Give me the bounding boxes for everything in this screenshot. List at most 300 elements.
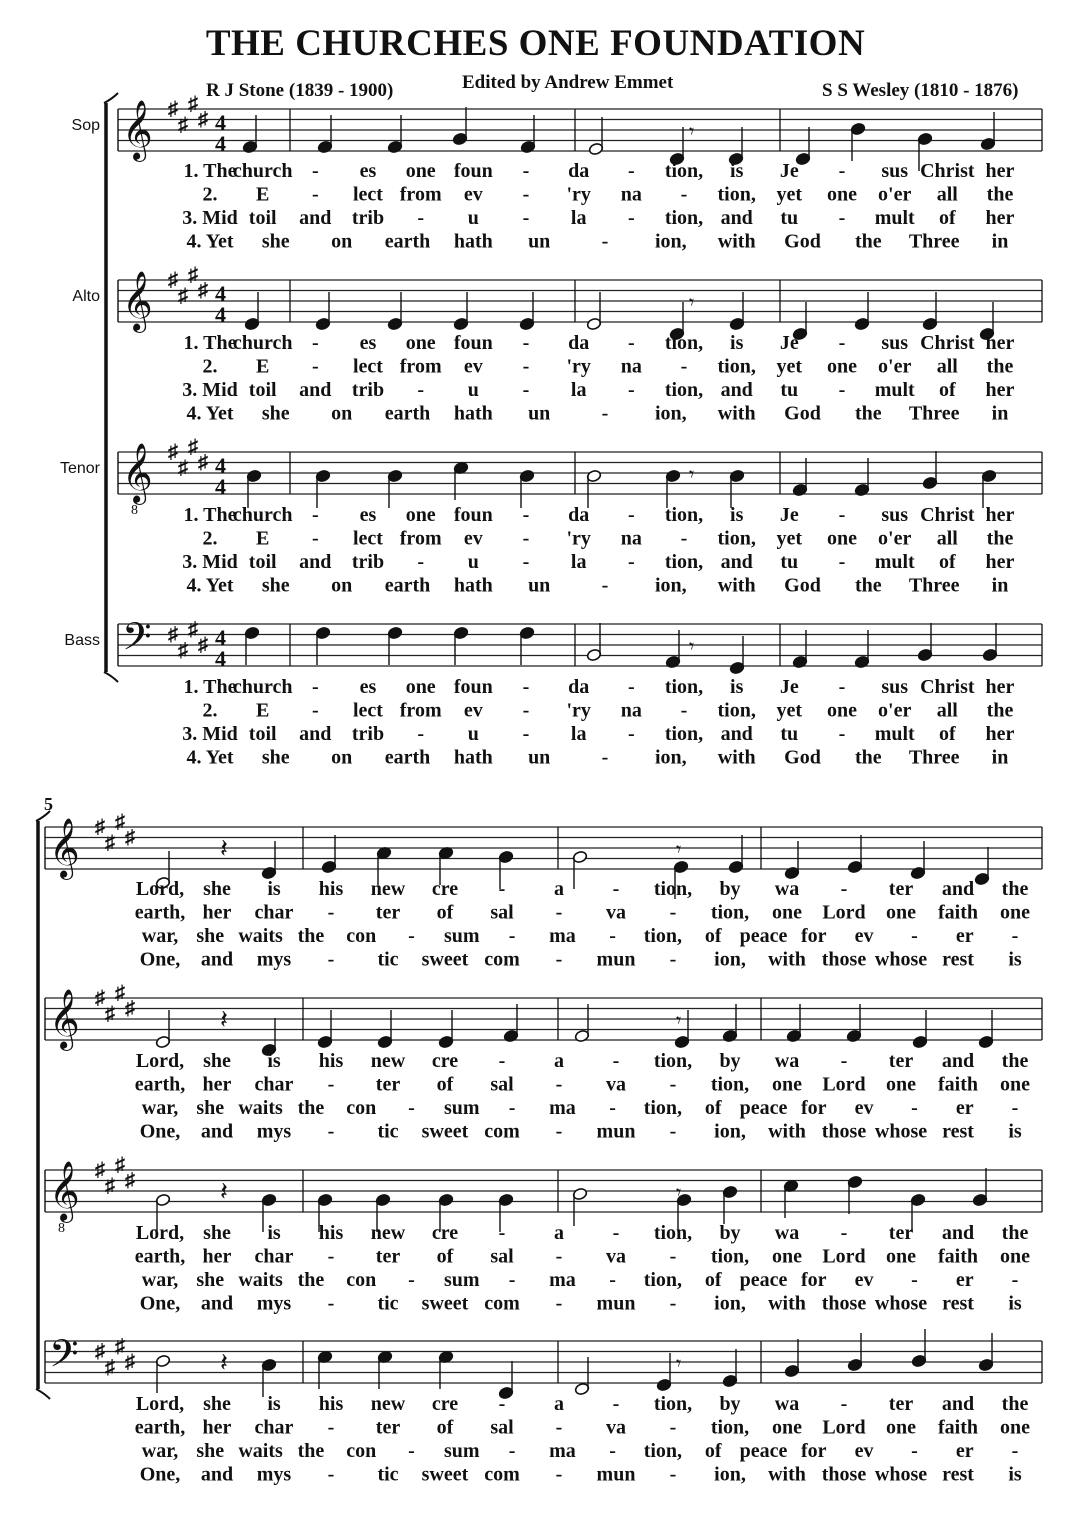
lyric-syllable: tic — [377, 1120, 399, 1143]
lyric-syllable: u — [467, 723, 479, 745]
lyric-syllable: is — [267, 1222, 281, 1244]
time-sig-bottom: 4 — [215, 131, 226, 156]
lyric-syllable: - — [555, 1245, 563, 1268]
lyric-syllable: and — [720, 207, 753, 229]
time-sig-top: 4 — [215, 281, 226, 306]
lyric-syllable: mult — [874, 551, 915, 573]
lyric-syllable: char — [254, 901, 294, 924]
key-sharp: ♯ — [115, 1153, 125, 1176]
lyric-syllable: she — [261, 746, 290, 769]
lyric-syllable: mun — [596, 1463, 636, 1486]
lyric-syllable: - — [612, 878, 620, 900]
lyric-syllable: war, — [141, 1269, 179, 1291]
lyric-syllable: Lord — [822, 1073, 866, 1096]
lyric-syllable: one — [1000, 1245, 1030, 1268]
lyric-syllable: - — [311, 699, 319, 722]
lyric-syllable: the — [297, 1440, 325, 1462]
lyric-syllable: - — [508, 1269, 516, 1291]
lyric-syllable: all — [936, 699, 958, 722]
lyric-syllable: ion, — [654, 402, 687, 425]
eighth-rest: 𝄾 — [676, 1182, 682, 1204]
key-sharp: ♯ — [95, 1159, 105, 1181]
lyric-syllable: - — [555, 1073, 563, 1096]
lyric-syllable: ev — [463, 527, 483, 550]
lyric-syllable: - — [311, 332, 319, 354]
lyric-syllable: tion, — [643, 1440, 683, 1462]
lyric-syllable: ev — [463, 699, 483, 722]
lyric-syllable: one — [886, 901, 916, 924]
lyric-syllable: those — [821, 1463, 867, 1486]
lyric-syllable: her — [985, 551, 1015, 573]
lyric-syllable: - — [508, 1097, 516, 1119]
lyric-syllable: all — [936, 355, 958, 378]
lyric-syllable: a — [554, 1222, 564, 1244]
lyric-syllable: one — [772, 1245, 802, 1268]
lyric-syllable: and — [941, 878, 975, 900]
lyric-syllable: tion, — [710, 1416, 750, 1439]
lyric-syllable: na — [620, 527, 642, 550]
lyric-syllable: the — [297, 1097, 325, 1119]
lyric-syllable: sal — [490, 1416, 514, 1439]
lyric-syllable: those — [821, 948, 867, 971]
lyric-syllable: - — [601, 402, 609, 425]
lyric-syllable: - — [838, 332, 846, 354]
lyric-syllable: the — [986, 527, 1014, 550]
lyric-syllable: in — [991, 402, 1009, 425]
lyric-syllable: sweet — [421, 948, 469, 971]
lyric-syllable: sus — [881, 332, 909, 354]
lyric-syllable: of — [938, 379, 956, 401]
lyric-syllable: ev — [463, 183, 483, 206]
lyric-syllable: the — [986, 355, 1014, 378]
lyric-syllable: la — [570, 723, 587, 745]
lyric-syllable: is — [267, 878, 281, 900]
lyric-syllable: of — [704, 1440, 722, 1462]
lyric-syllable: tu — [780, 379, 799, 401]
lyric-syllable: toil — [248, 379, 277, 401]
lyric-syllable: church — [232, 160, 293, 182]
lyric-syllable: of — [938, 551, 956, 573]
lyric-syllable: whose — [874, 948, 928, 971]
lyric-syllable: earth — [384, 574, 431, 597]
lyric-syllable: One, — [139, 948, 181, 971]
lyric-syllable: is — [730, 332, 744, 354]
key-sharp: ♯ — [115, 810, 125, 833]
lyric-syllable: she — [203, 1393, 231, 1415]
lyric-syllable: all — [936, 183, 958, 206]
lyric-syllable: one — [1000, 1416, 1030, 1439]
lyric-syllable: - — [327, 1463, 335, 1486]
lyric-syllable: one — [827, 527, 857, 550]
lyric-syllable: - — [627, 551, 635, 573]
lyric-syllable: earth — [384, 402, 431, 425]
lyric-syllable: one — [886, 1245, 916, 1268]
lyric-syllable: one — [405, 332, 436, 354]
lyric-syllable: tion, — [710, 901, 750, 924]
lyric-syllable: mys — [256, 1463, 292, 1486]
lyric-syllable: - — [680, 527, 688, 550]
treble-clef: 𝄞 — [49, 820, 80, 877]
lyric-syllable: and — [720, 723, 753, 745]
lyric-syllable: Three — [908, 574, 960, 597]
lyric-syllable: u — [467, 551, 479, 573]
lyric-syllable: earth, — [134, 1416, 186, 1439]
lyric-syllable: char — [254, 1416, 294, 1439]
lyric-syllable: and — [299, 379, 332, 401]
lyric-syllable: One, — [139, 1463, 181, 1486]
key-sharp: ♯ — [188, 263, 198, 286]
bass-clef: 𝄢 — [49, 1333, 79, 1384]
lyric-syllable: 3. Mid — [182, 379, 238, 401]
lyric-syllable: - — [408, 925, 415, 947]
lyric-syllable: ion, — [714, 1463, 746, 1486]
lyric-syllable: wa — [774, 1222, 800, 1244]
lyric-syllable: by — [719, 1393, 741, 1415]
lyric-syllable: trib — [351, 207, 385, 229]
lyric-syllable: is — [1008, 1463, 1022, 1486]
lyric-syllable: la — [570, 207, 587, 229]
lyric-syllable: va — [606, 1073, 626, 1096]
lyric-syllable: la — [570, 379, 587, 401]
lyric-syllable: ion, — [654, 230, 687, 253]
lyric-syllable: wa — [774, 1050, 800, 1072]
key-sharp: ♯ — [188, 618, 198, 641]
lyric-syllable: and — [200, 948, 234, 971]
lyric-syllable: mun — [596, 948, 636, 971]
lyric-syllable: with — [717, 230, 756, 253]
lyric-syllable: tion, — [643, 1097, 683, 1119]
lyric-syllable: tion, — [643, 925, 683, 947]
lyric-syllable: - — [680, 183, 688, 206]
lyric-syllable: con — [346, 1097, 377, 1119]
lyric-syllable: from — [399, 183, 442, 206]
lyric-syllable: peace — [739, 1097, 788, 1119]
lyric-syllable: - — [555, 901, 563, 924]
lyric-syllable: the — [854, 746, 882, 769]
treble-clef: 𝄞 — [49, 991, 80, 1048]
lyric-syllable: o'er — [878, 355, 912, 378]
part-label-tenor: Tenor — [59, 460, 100, 477]
lyric-syllable: - — [838, 504, 846, 526]
key-sharp: ♯ — [125, 997, 135, 1020]
lyric-syllable: with — [768, 948, 806, 971]
lyric-syllable: and — [200, 1120, 234, 1143]
lyric-syllable: One, — [139, 1120, 181, 1143]
lyric-syllable: 'ry — [566, 183, 591, 206]
lyric-syllable: - — [840, 1222, 848, 1244]
lyric-syllable: her — [985, 379, 1015, 401]
lyric-syllable: and — [941, 1222, 975, 1244]
lyric-syllable: her — [985, 504, 1015, 526]
lyric-syllable: with — [768, 1120, 806, 1143]
lyric-syllable: u — [467, 207, 479, 229]
lyric-syllable: - — [840, 878, 848, 900]
lyric-syllable: 2. — [202, 183, 218, 206]
lyric-syllable: Lord, — [135, 1222, 185, 1244]
lyric-syllable: of — [704, 1097, 722, 1119]
lyric-syllable: the — [986, 183, 1014, 206]
lyric-syllable: those — [821, 1120, 867, 1143]
lyric-syllable: peace — [739, 1440, 788, 1462]
lyric-syllable: her — [985, 332, 1015, 354]
key-sharp: ♯ — [125, 1169, 135, 1192]
lyric-syllable: one — [1000, 901, 1030, 924]
lyric-syllable: sal — [490, 1245, 514, 1268]
lyric-syllable: na — [620, 355, 642, 378]
lyric-syllable: is — [1008, 1292, 1022, 1315]
lyric-syllable: 2. — [202, 527, 218, 550]
lyric-syllable: and — [720, 379, 753, 401]
lyric-syllable: o'er — [878, 183, 912, 206]
lyric-syllable: sum — [444, 1269, 480, 1291]
lyric-syllable: she — [196, 1440, 225, 1462]
treble-clef: 𝄞 — [49, 1163, 80, 1220]
eighth-rest: 𝄾 — [676, 1010, 682, 1032]
time-sig-top: 4 — [215, 625, 226, 650]
lyric-syllable: - — [669, 1463, 677, 1486]
lyric-syllable: she — [203, 1050, 231, 1072]
lyric-syllable: 1. The — [183, 332, 237, 354]
lyric-syllable: she — [203, 878, 231, 900]
lyric-syllable: tion, — [664, 207, 704, 229]
lyric-syllable: tion, — [643, 1269, 683, 1291]
lyric-syllable: - — [522, 699, 530, 722]
lyric-syllable: - — [327, 948, 335, 971]
lyric-syllable: and — [200, 1292, 234, 1315]
lyric-syllable: - — [669, 1416, 677, 1439]
lyric-syllable: toil — [248, 207, 277, 229]
lyric-syllable: she — [261, 574, 290, 597]
key-sharp: ♯ — [168, 441, 178, 463]
lyric-syllable: with — [717, 574, 756, 597]
lyric-syllable: the — [854, 402, 882, 425]
lyric-syllable: her — [202, 1416, 232, 1439]
lyric-syllable: un — [528, 574, 551, 597]
lyric-syllable: whose — [874, 1463, 928, 1486]
lyric-syllable: - — [911, 1269, 918, 1291]
lyric-syllable: - — [627, 723, 635, 745]
lyric-syllable: by — [719, 878, 741, 900]
lyric-syllable: o'er — [878, 527, 912, 550]
lyric-syllable: lect — [353, 699, 383, 722]
lyric-syllable: ev — [463, 355, 483, 378]
lyric-syllable: ev — [854, 925, 874, 947]
lyric-syllable: tion, — [664, 504, 704, 526]
lyric-syllable: 2. — [202, 699, 218, 722]
lyric-syllable: war, — [141, 1440, 179, 1462]
lyric-syllable: of — [436, 1416, 454, 1439]
lyric-syllable: 3. Mid — [182, 207, 238, 229]
lyric-syllable: - — [408, 1097, 415, 1119]
key-sharp: ♯ — [95, 987, 105, 1009]
bass-clef: 𝄢 — [122, 616, 152, 667]
eighth-rest: 𝄾 — [689, 121, 695, 143]
lyric-syllable: Je — [779, 160, 799, 182]
lyric-syllable: wa — [774, 878, 800, 900]
lyric-syllable: God — [784, 230, 821, 253]
lyric-syllable: - — [408, 1440, 415, 1462]
lyric-syllable: tion, — [664, 332, 704, 354]
lyric-syllable: church — [232, 676, 293, 698]
bracket-bottom-hook — [36, 1389, 50, 1399]
bracket-top-hook — [104, 93, 118, 103]
lyric-syllable: ev — [854, 1097, 874, 1119]
lyric-syllable: ion, — [654, 746, 687, 769]
lyric-syllable: - — [840, 1050, 848, 1072]
bracket-bottom-hook — [104, 672, 118, 682]
lyric-syllable: ter — [888, 1050, 914, 1072]
lyric-syllable: the — [854, 230, 882, 253]
lyric-syllable: a — [554, 1050, 564, 1072]
lyric-syllable: rest — [942, 1463, 974, 1486]
lyric-syllable: - — [669, 1245, 677, 1268]
lyric-syllable: with — [768, 1292, 806, 1315]
lyric-syllable: with — [717, 746, 756, 769]
lyric-syllable: com — [484, 1292, 520, 1315]
lyric-syllable: ma — [549, 1097, 576, 1119]
lyric-syllable: tion, — [664, 723, 704, 745]
lyric-syllable: ter — [888, 878, 914, 900]
lyric-syllable: Je — [779, 332, 799, 354]
lyric-syllable: Christ — [920, 676, 975, 698]
lyric-syllable: a — [554, 878, 564, 900]
lyric-syllable: - — [627, 676, 635, 698]
part-label-bass: Bass — [64, 632, 100, 649]
lyric-syllable: - — [522, 527, 530, 550]
key-sharp: ♯ — [105, 1356, 115, 1379]
lyric-syllable: yet — [776, 527, 803, 550]
lyric-syllable: ma — [549, 925, 576, 947]
lyric-syllable: tu — [780, 551, 799, 573]
lyric-syllable: con — [346, 1440, 377, 1462]
lyric-syllable: Lord — [822, 1245, 866, 1268]
lyric-syllable: sweet — [421, 1463, 469, 1486]
lyric-syllable: tic — [377, 1292, 399, 1315]
lyric-syllable: trib — [351, 723, 385, 745]
lyric-syllable: the — [1001, 1393, 1029, 1415]
lyric-syllable: and — [720, 551, 753, 573]
lyric-syllable: sum — [444, 1097, 480, 1119]
lyric-syllable: - — [612, 1050, 620, 1072]
lyric-syllable: her — [202, 1245, 232, 1268]
lyric-syllable: - — [601, 574, 609, 597]
lyric-syllable: lect — [353, 355, 383, 378]
lyric-syllable: - — [522, 355, 530, 378]
lyric-syllable: mys — [256, 1120, 292, 1143]
lyric-syllable: and — [200, 1463, 234, 1486]
lyric-syllable: cre — [431, 1393, 459, 1415]
lyric-syllable: - — [609, 1097, 616, 1119]
lyric-syllable: on — [331, 746, 353, 769]
lyric-syllable: da — [568, 332, 590, 354]
lyric-syllable: sum — [444, 1440, 480, 1462]
lyric-syllable: the — [297, 1269, 325, 1291]
lyric-syllable: - — [1011, 1440, 1019, 1462]
lyric-syllable: - — [417, 723, 425, 745]
lyric-syllable: by — [719, 1050, 741, 1072]
quarter-rest: 𝄽 — [220, 1348, 228, 1377]
lyric-syllable: of — [436, 1245, 454, 1268]
lyric-syllable: of — [436, 1073, 454, 1096]
lyric-syllable: sweet — [421, 1292, 469, 1315]
lyric-syllable: tion, — [710, 1073, 750, 1096]
lyric-syllable: da — [568, 160, 590, 182]
lyric-syllable: - — [417, 207, 425, 229]
lyric-syllable: - — [669, 1073, 677, 1096]
lyric-syllable: la — [570, 551, 587, 573]
lyric-syllable: new — [370, 1393, 406, 1415]
octave-eight: 8 — [131, 503, 138, 518]
lyric-syllable: - — [311, 183, 319, 206]
lyric-syllable: sum — [444, 925, 480, 947]
lyric-syllable: Lord, — [135, 878, 185, 900]
lyric-syllable: faith — [938, 901, 978, 924]
lyric-syllable: her — [985, 160, 1015, 182]
lyric-syllable: un — [528, 402, 551, 425]
lyric-syllable: 4. Yet — [186, 746, 234, 769]
lyric-syllable: un — [528, 746, 551, 769]
lyric-syllable: mys — [256, 1292, 292, 1315]
lyric-syllable: com — [484, 1463, 520, 1486]
lyric-syllable: the — [854, 574, 882, 597]
lyric-syllable: er — [955, 1097, 974, 1119]
lyric-syllable: - — [327, 901, 335, 924]
bracket-top-hook — [36, 811, 50, 821]
lyric-syllable: Je — [779, 504, 799, 526]
key-sharp: ♯ — [115, 981, 125, 1004]
lyric-syllable: mult — [874, 379, 915, 401]
lyric-syllable: One, — [139, 1292, 181, 1315]
lyric-syllable: for — [801, 1269, 827, 1291]
lyric-syllable: es — [359, 504, 377, 526]
key-sharp: ♯ — [125, 826, 135, 849]
lyric-syllable: es — [359, 160, 377, 182]
lyric-syllable: - — [840, 1393, 848, 1415]
lyric-syllable: ma — [549, 1269, 576, 1291]
lyric-syllable: - — [609, 1440, 616, 1462]
lyric-syllable: - — [311, 504, 319, 526]
lyric-syllable: church — [232, 332, 293, 354]
lyric-syllable: cre — [431, 1222, 459, 1244]
lyric-syllable: con — [346, 1269, 377, 1291]
lyric-syllable: foun — [453, 504, 493, 526]
lyric-syllable: tion, — [664, 160, 704, 182]
lyric-syllable: - — [1011, 925, 1019, 947]
lyric-syllable: one — [405, 504, 436, 526]
lyric-syllable: es — [359, 676, 377, 698]
lyric-syllable: waits — [238, 1269, 283, 1291]
lyric-syllable: ter — [888, 1222, 914, 1244]
key-sharp: ♯ — [198, 108, 208, 131]
lyric-syllable: on — [331, 402, 353, 425]
lyric-syllable: un — [528, 230, 551, 253]
lyric-syllable: cre — [431, 1050, 459, 1072]
lyric-syllable: earth — [384, 746, 431, 769]
lyric-syllable: - — [627, 332, 635, 354]
lyric-syllable: she — [261, 230, 290, 253]
lyric-syllable: ion, — [714, 1120, 746, 1143]
lyric-syllable: war, — [141, 1097, 179, 1119]
lyric-syllable: ter — [375, 1245, 401, 1268]
lyricist-credit: R J Stone (1839 - 1900) — [206, 80, 394, 101]
lyric-syllable: lect — [353, 527, 383, 550]
lyric-syllable: - — [498, 1050, 506, 1072]
lyric-syllable: - — [627, 504, 635, 526]
lyric-syllable: hath — [453, 230, 493, 253]
lyric-syllable: 3. Mid — [182, 551, 238, 573]
lyric-syllable: Lord, — [135, 1393, 185, 1415]
lyric-syllable: one — [827, 699, 857, 722]
